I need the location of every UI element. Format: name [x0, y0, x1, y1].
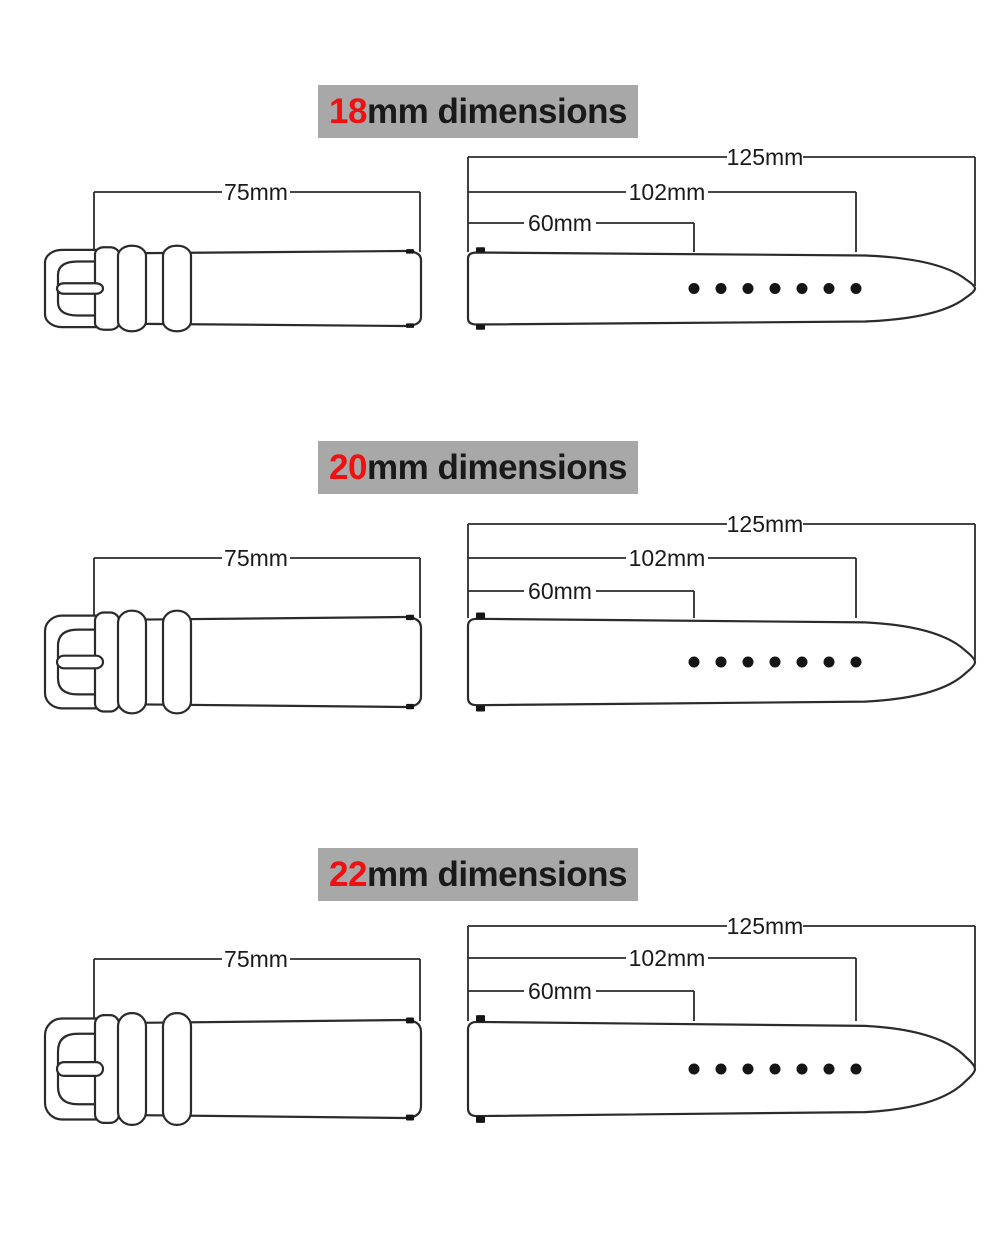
- dimension-label-60mm: 60mm: [528, 978, 592, 1004]
- strap-hole: [689, 657, 700, 668]
- dimension-label-102mm: 102mm: [628, 545, 706, 571]
- dimension-label-102mm: 102mm: [628, 179, 706, 205]
- strap-hole: [716, 283, 727, 294]
- dimension-label-60mm: 60mm: [528, 578, 592, 604]
- strap-hole: [743, 283, 754, 294]
- strap-hole: [770, 657, 781, 668]
- size-suffix: mm dimensions: [366, 447, 627, 487]
- dimension-label-125mm: 125mm: [726, 913, 804, 939]
- strap-hole: [824, 1064, 835, 1075]
- strap-hole: [689, 283, 700, 294]
- dimension-label-75mm: 75mm: [224, 946, 288, 972]
- strap-hole: [770, 283, 781, 294]
- strap-hole: [743, 657, 754, 668]
- size-value: 20: [329, 447, 367, 487]
- size-value: 18: [329, 91, 367, 131]
- size-suffix: mm dimensions: [366, 91, 627, 131]
- dimension-label-102mm: 102mm: [628, 945, 706, 971]
- strap-hole: [797, 657, 808, 668]
- strap-hole: [851, 1064, 862, 1075]
- strap-hole: [851, 657, 862, 668]
- strap-hole: [824, 657, 835, 668]
- dimension-label-75mm: 75mm: [224, 545, 288, 571]
- dimension-label-125mm: 125mm: [726, 511, 804, 537]
- strap-hole: [824, 283, 835, 294]
- buckle-strap-drawing: [45, 611, 421, 714]
- buckle-strap-drawing: [45, 1013, 421, 1125]
- strap-hole: [797, 1064, 808, 1075]
- strap-hole: [689, 1064, 700, 1075]
- size-value: 22: [329, 854, 367, 894]
- dimension-label-60mm: 60mm: [528, 210, 592, 236]
- size-suffix: mm dimensions: [366, 854, 627, 894]
- strap-hole: [851, 283, 862, 294]
- strap-hole: [797, 283, 808, 294]
- strap-hole: [716, 657, 727, 668]
- section-drawing-18mm: [45, 144, 975, 331]
- dimension-label-125mm: 125mm: [726, 144, 804, 170]
- dimension-label-75mm: 75mm: [224, 179, 288, 205]
- strap-hole: [716, 1064, 727, 1075]
- section-drawing-20mm: [45, 511, 975, 713]
- section-drawing-22mm: [45, 913, 975, 1125]
- strap-hole: [743, 1064, 754, 1075]
- buckle-strap-drawing: [45, 246, 421, 332]
- strap-hole: [770, 1064, 781, 1075]
